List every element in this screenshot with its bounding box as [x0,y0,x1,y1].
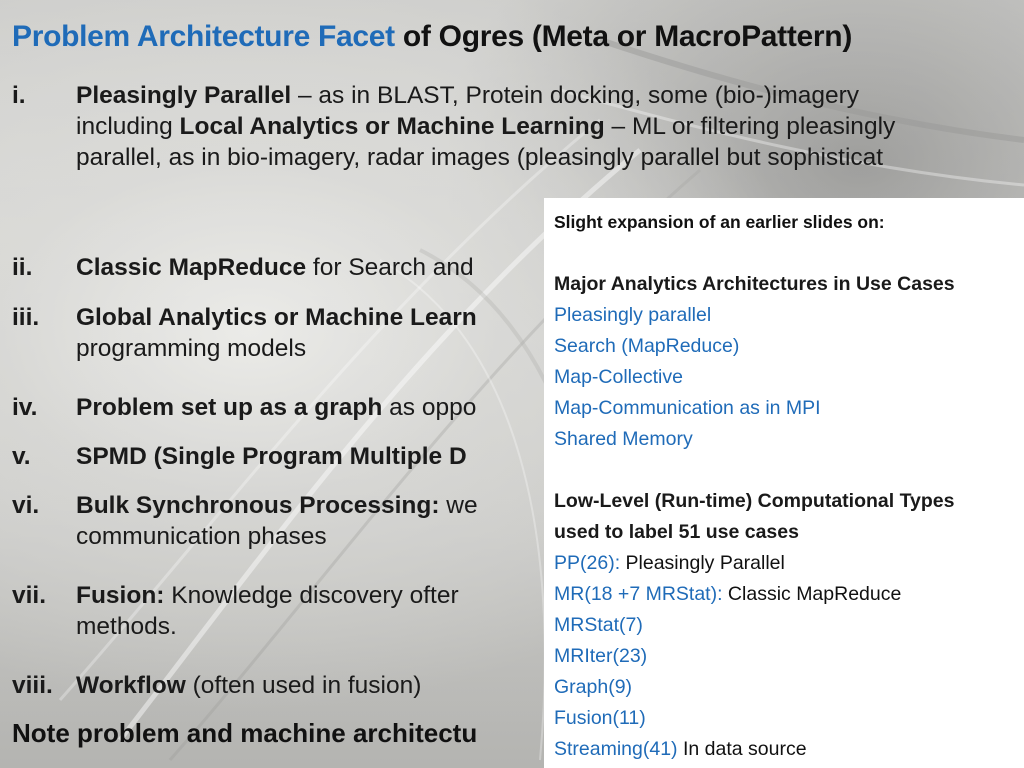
type-item: MRStat(7) [554,614,643,636]
item-number: vi. [12,492,40,519]
arch-item: Map-Collective [554,366,683,388]
title-accent: Problem Architecture Facet [12,20,395,53]
type-item: MRIter(23) [554,645,648,667]
overlay-panel [544,198,1024,768]
item-number: i. [12,82,26,109]
item-text: Global Analytics or Machine Learn programming models [76,304,477,362]
panel-intro: Slight expansion of an earlier slides on: [554,212,885,232]
page-title [12,20,1012,54]
item-number: iii. [12,304,40,331]
item-text: Fusion: Knowledge discovery ofter methods. [76,582,459,640]
type-item: Streaming(41) In data source [554,738,807,760]
panel-heading: Major Analytics Architectures in Use Cases [554,273,955,295]
panel-heading: Low-Level (Run-time) Computational Types [554,490,955,512]
item-number: v. [12,443,31,470]
item-number: viii. [12,672,53,699]
type-item: MR(18 +7 MRStat): Classic MapReduce [554,583,902,605]
item-text: Workflow (often used in fusion) [76,672,422,699]
item-number: vii. [12,582,47,609]
item-number: iv. [12,394,38,421]
spacer [554,455,1024,486]
arch-item: Shared Memory [554,428,693,450]
item-text: Classic MapReduce for Search and [76,254,474,281]
arch-item: Pleasingly parallel [554,304,712,326]
type-item: Graph(9) [554,676,633,698]
footer-note: Note problem and machine architectu [12,718,478,748]
item-text: Pleasingly Parallel – as in BLAST, Protein docking, some (bio-)imagery including Local Analytics or Machine Learning – ML or filtering pleasingly parallel, as in bio-imagery, radar images (pleasingly parallel but sophisticat [76,82,896,171]
panel-heading: used to label 51 use cases [554,521,799,543]
item-number: ii. [12,254,33,281]
item-text: Problem set up as a graph as oppo [76,394,477,421]
item-text: Bulk Synchronous Processing: we communication phases [76,492,478,550]
arch-item: Search (MapReduce) [554,335,740,357]
title-rest: of Ogres (Meta or MacroPattern) [394,20,853,53]
type-item: Fusion(11) [554,707,646,729]
type-item: PP(26): Pleasingly Parallel [554,552,785,574]
item-text: SPMD (Single Program Multiple D [76,443,467,470]
spacer [554,238,1024,269]
arch-item: Map-Communication as in MPI [554,397,821,419]
